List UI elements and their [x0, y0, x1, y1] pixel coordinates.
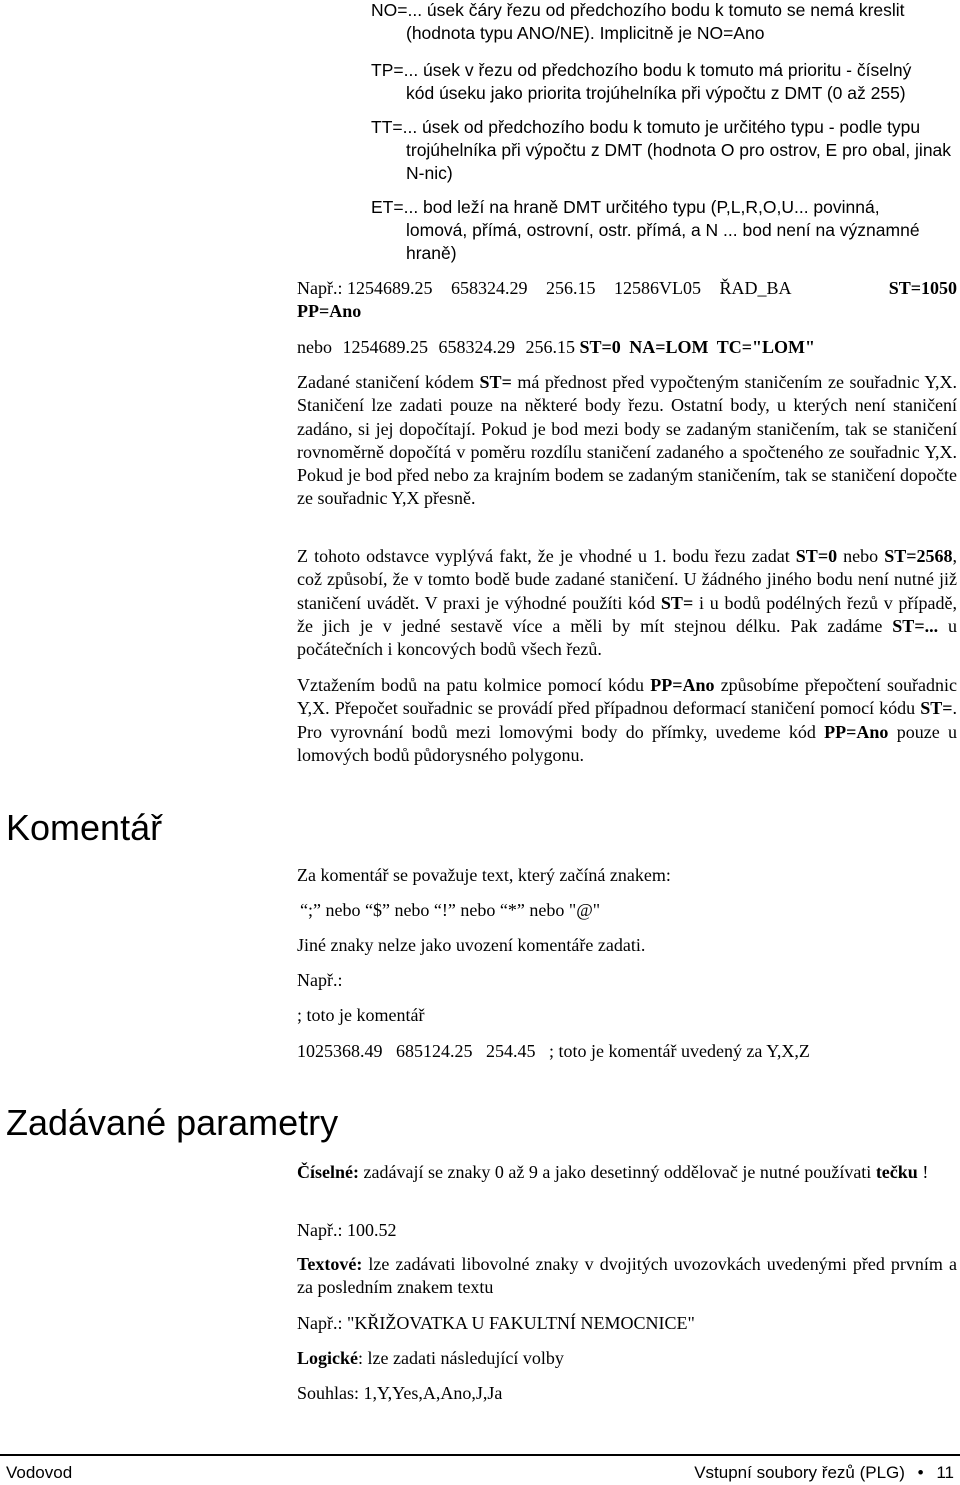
- code-label: ET=: [371, 197, 404, 217]
- komentar-example-label: Např.:: [297, 970, 343, 990]
- code-item-et: [371, 196, 956, 265]
- page-number: 11: [936, 1463, 954, 1482]
- param-text: [297, 1253, 957, 1300]
- code-item-no: [371, 0, 956, 45]
- param-bold: tečku: [875, 1162, 918, 1182]
- komentar-note: Jiné znaky nelze jako uvození komentáře zadati.: [297, 935, 646, 955]
- para-text: u počátečních i koncových bodů všech řezů.: [297, 615, 958, 660]
- section-heading-komentar: Komentář: [6, 807, 163, 848]
- para-bold: ST=: [660, 592, 694, 613]
- param-text: : lze zadati následující volby: [358, 1348, 564, 1368]
- param-text: !: [922, 1162, 929, 1182]
- komentar-chars: “;” nebo “$” nebo “!” nebo “*” nebo "@": [300, 900, 601, 920]
- code-item-tt: [371, 116, 956, 185]
- para-text: pouze u lomových bodů půdorysného polygonu.: [297, 721, 958, 765]
- param-label: Číselné:: [297, 1162, 359, 1182]
- code-desc-cont: lomová, přímá, ostrovní, ostr. přímá, a N ... bod není na významné hraně): [406, 220, 920, 263]
- footer-right: [694, 1462, 954, 1484]
- para-text: má přednost před vypočteným staničením ze souřadnic Y,X. Staničení lze zadati pouze na některé body řezu. Ostatní body, u kterých není staničení zadáno, si jej dopočítají. Pokud je bod mezi body se zadaným staničením, tak se staničení rovnoměrně dopočítá v poměru rozdílu staničení zadaného a spočteného ze souřadnic Y,X. Pokud je bod před nebo za krajním bodem se zadaným staničením, tak se staničení dopočte ze souřadnic Y,X přesně.: [297, 372, 958, 509]
- para-text: Zadané staničení kódem: [297, 372, 474, 392]
- param-logic: [297, 1347, 564, 1370]
- code-desc: ... bod leží na hraně DMT určitého typu (P,L,R,O,U... povinná,: [403, 197, 880, 217]
- code-item-tp: [371, 59, 956, 105]
- para-bold: ST=...: [892, 615, 939, 636]
- code-desc: ... úsek v řezu od předchozího bodu k tomuto má prioritu - číselný: [403, 60, 912, 80]
- para-text: . Pro vyrovnání bodů mezi lomovými body do přímky, uvedeme kód: [297, 698, 957, 742]
- section-heading-parametry: Zadávané parametry: [6, 1102, 339, 1143]
- komentar-example-2: 1025368.49 685124.25 254.45 ; toto je komentář uvedený za Y,X,Z: [297, 1041, 810, 1061]
- param-logic-example: Souhlas: 1,Y,Yes,A,Ano,J,Ja: [297, 1383, 503, 1403]
- para-bold: ST=: [920, 698, 953, 719]
- param-label: Textové:: [297, 1254, 363, 1274]
- param-numeric-example: Např.: 100.52: [297, 1220, 397, 1240]
- para-text: , což způsobí, že v tomto bodě bude zadané staničení. U žádného jiného bodu není nutné již staničení uvádět. V praxi je výhodné použíti kód: [297, 546, 958, 613]
- param-numeric: [297, 1161, 957, 1184]
- param-text-example: Např.: "KŘIŽOVATKA U FAKULTNÍ NEMOCNICE": [297, 1313, 695, 1333]
- para-bold: ST=: [479, 372, 512, 392]
- example-bold-2: PP=Ano: [297, 301, 362, 321]
- paragraph-pp: [297, 674, 957, 767]
- footer-left: Vodovod: [6, 1463, 73, 1482]
- param-text: zadávají se znaky 0 až 9 a jako desetinný oddělovač je nutné používati: [363, 1162, 872, 1182]
- paragraph-st-hint: [297, 545, 957, 661]
- code-desc-cont: (hodnota typu ANO/NE). Implicitně je NO=Ano: [406, 23, 765, 43]
- para-bold: ST=2568: [884, 546, 953, 566]
- footer-rule: [0, 1454, 960, 1456]
- para-text: i u bodů podélných řezů v případě, že jich je v jedné sestavě více a měli by mít stejnou délku. Pak zadáme: [297, 592, 958, 636]
- example-line: 1254689.25 658324.29 256.15 12586VL05 ŘAD_BA: [346, 278, 792, 298]
- para-text: způsobíme přepočtení souřadnic Y,X. Přepočet souřadnic se provádí před případnou deformací staničení pomocí kódu: [297, 675, 957, 719]
- param-text: lze zadávati libovolné znaky v dvojitých uvozovkách uvedenými před prvním a za posledním znakem textu: [297, 1254, 957, 1298]
- param-label: Logické: [297, 1348, 358, 1368]
- code-label: TP=: [371, 60, 404, 80]
- footer-separator: •: [917, 1463, 924, 1482]
- paragraph-stationing: [297, 371, 957, 511]
- code-desc: ... úsek čáry řezu od předchozího bodu k tomuto se nemá kreslit: [407, 0, 905, 20]
- example-2-bold: ST=0 NA=LOM TC="LOM": [579, 337, 815, 357]
- code-desc-cont: trojúhelníka při výpočtu z DMT (hodnota O pro ostrov, E pro obal, jinak N-nic): [406, 140, 952, 183]
- para-text: Vztažením bodů na patu kolmice pomocí kódu: [297, 675, 645, 695]
- para-text: Z tohoto odstavce vyplývá fakt, že je vhodné u 1. bodu řezu zadat: [297, 546, 790, 566]
- para-text: nebo: [843, 546, 879, 566]
- example-label: Např.:: [297, 278, 343, 298]
- footer-title: Vstupní soubory řezů (PLG): [694, 1463, 905, 1482]
- example-bold: ST=1050: [888, 278, 957, 298]
- para-bold: PP=Ano: [650, 675, 715, 695]
- para-bold: PP=Ano: [824, 721, 889, 742]
- code-desc-cont: kód úseku jako priorita trojúhelníka při výpočtu z DMT (0 až 255): [406, 83, 906, 103]
- example-2: [297, 336, 815, 359]
- komentar-example-1: ; toto je komentář: [297, 1005, 425, 1025]
- code-label: TT=: [371, 117, 403, 137]
- komentar-intro: Za komentář se považuje text, který začíná znakem:: [297, 865, 671, 885]
- code-label: NO=: [371, 0, 408, 20]
- code-desc: ... úsek od předchozího bodu k tomuto je určitého typu - podle typu: [402, 117, 921, 137]
- example-2-prefix: nebo 1254689.25 658324.29 256.15: [297, 337, 575, 357]
- para-bold: ST=0: [795, 546, 838, 566]
- example-1: [297, 277, 957, 323]
